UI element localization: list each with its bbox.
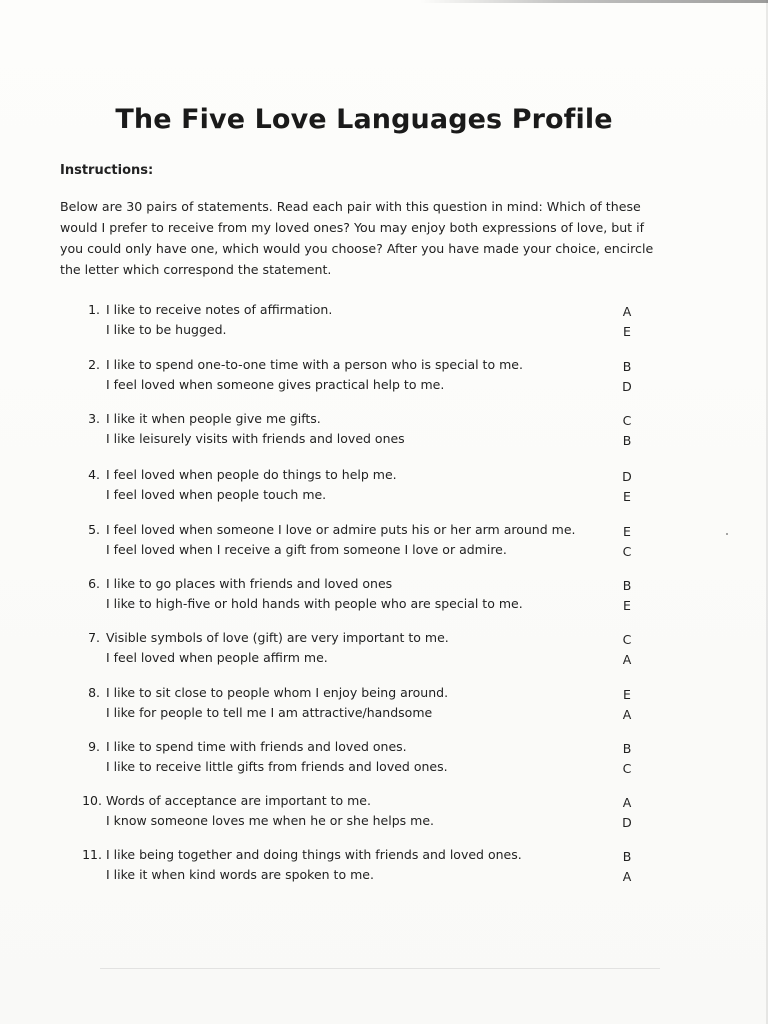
question-item-2 <box>0 355 768 399</box>
question-number: 3. <box>88 411 100 426</box>
statement-option-1: I like to spend one-to-one time with a person who is special to me. <box>106 357 523 372</box>
statement-option-2: I feel loved when people affirm me. <box>106 650 328 665</box>
question-number: 1. <box>88 302 100 317</box>
statement-option-2: I like to be hugged. <box>106 322 227 337</box>
statement-option-2: I feel loved when someone gives practical help to me. <box>106 377 445 392</box>
answer-letter-2[interactable]: A <box>622 707 632 722</box>
question-number: 7. <box>88 630 100 645</box>
statement-option-1: I like to go places with friends and loved ones <box>106 576 393 591</box>
question-item-7 <box>0 628 768 672</box>
statement-option-1: Words of acceptance are important to me. <box>106 793 371 808</box>
answer-letter-1[interactable]: B <box>622 741 632 756</box>
instructions-heading: Instructions: <box>60 163 154 178</box>
statement-option-2: I like for people to tell me I am attractive/handsome <box>106 705 433 720</box>
question-item-6 <box>0 574 768 618</box>
question-item-3 <box>0 409 768 453</box>
statement-option-1: I like to spend time with friends and loved ones. <box>106 739 407 754</box>
question-number: 8. <box>88 685 100 700</box>
statement-option-1: I like it when people give me gifts. <box>106 411 321 426</box>
statement-option-2: I feel loved when people touch me. <box>106 487 327 502</box>
statement-option-2: I like it when kind words are spoken to me. <box>106 867 374 882</box>
question-number: 11. <box>82 847 102 862</box>
answer-letter-2[interactable]: E <box>623 489 631 504</box>
question-item-11 <box>0 845 768 889</box>
statement-option-1: I feel loved when someone I love or admire puts his or her arm around me. <box>106 522 576 537</box>
statement-option-2: I like leisurely visits with friends and loved ones <box>106 431 405 446</box>
statement-option-1: I like being together and doing things with friends and loved ones. <box>106 847 522 862</box>
answer-letter-1[interactable]: B <box>622 359 632 374</box>
answer-letter-1[interactable]: D <box>622 469 632 484</box>
answer-letter-2[interactable]: A <box>622 869 632 884</box>
answer-letter-2[interactable]: C <box>622 761 632 776</box>
answer-letter-2[interactable]: D <box>622 815 632 830</box>
answer-letter-1[interactable]: A <box>622 795 632 810</box>
answer-letter-2[interactable]: E <box>623 324 631 339</box>
question-item-8 <box>0 683 768 727</box>
instructions-text: Below are 30 pairs of statements. Read each pair with this question in mind: Which of these would I prefer to receive from my loved ones? You may enjoy both expressions of love, but if you could only have one, which would you choose? After you have made your choice, encircle the letter which correspond the statement. <box>60 199 654 277</box>
question-item-4 <box>0 465 768 509</box>
statement-option-2: I feel loved when I receive a gift from someone I love or admire. <box>106 542 507 557</box>
question-item-10 <box>0 791 768 835</box>
scan-speck <box>726 533 728 535</box>
statement-option-1: I like to receive notes of affirmation. <box>106 302 333 317</box>
statement-option-2: I know someone loves me when he or she helps me. <box>106 813 434 828</box>
question-item-9 <box>0 737 768 781</box>
question-number: 2. <box>88 357 100 372</box>
question-item-1 <box>0 300 768 344</box>
question-number: 10. <box>82 793 102 808</box>
question-number: 6. <box>88 576 100 591</box>
document-title: The Five Love Languages Profile <box>115 104 613 135</box>
scan-edge-shadow <box>420 0 768 3</box>
answer-letter-2[interactable]: E <box>623 598 631 613</box>
answer-letter-1[interactable]: E <box>623 524 631 539</box>
answer-letter-1[interactable]: B <box>622 578 632 593</box>
question-number: 5. <box>88 522 100 537</box>
answer-letter-2[interactable]: A <box>622 652 632 667</box>
statement-option-1: I feel loved when people do things to help me. <box>106 467 397 482</box>
statement-option-2: I like to high-five or hold hands with people who are special to me. <box>106 596 523 611</box>
answer-letter-2[interactable]: D <box>622 379 632 394</box>
statement-option-1: Visible symbols of love (gift) are very important to me. <box>106 630 449 645</box>
statement-option-2: I like to receive little gifts from friends and loved ones. <box>106 759 448 774</box>
answer-letter-1[interactable]: A <box>622 304 632 319</box>
question-number: 9. <box>88 739 100 754</box>
answer-letter-2[interactable]: C <box>622 544 632 559</box>
answer-letter-1[interactable]: C <box>622 632 632 647</box>
scan-artifact-line <box>100 968 660 969</box>
answer-letter-1[interactable]: C <box>622 413 632 428</box>
answer-letter-2[interactable]: B <box>622 433 632 448</box>
question-number: 4. <box>88 467 100 482</box>
statement-option-1: I like to sit close to people whom I enjoy being around. <box>106 685 449 700</box>
answer-letter-1[interactable]: B <box>622 849 632 864</box>
answer-letter-1[interactable]: E <box>623 687 631 702</box>
question-item-5 <box>0 520 768 564</box>
